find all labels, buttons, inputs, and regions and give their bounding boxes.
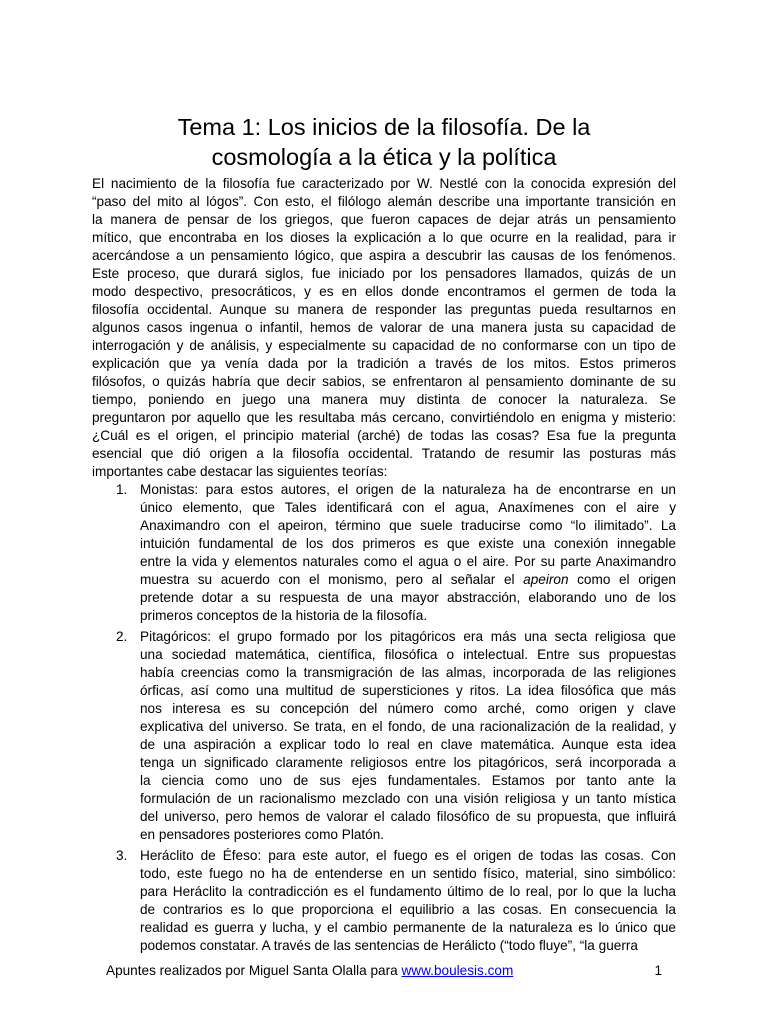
page-number: 1: [654, 963, 662, 978]
theory-text: [140, 481, 676, 625]
theory-line: de contrarios es lo que proporciona el equilibrio a las cosas. En consecuencia la: [140, 902, 676, 917]
theory-item: [92, 628, 676, 844]
intro-line: Este proceso, que durará siglos, fue iniciado por los pensadores llamados, quizás de un: [92, 266, 676, 281]
theory-line: podemos constatar. A través de las sentencias de Herálicto (“todo fluye”, “la guerra: [140, 938, 638, 953]
theory-line: explicativa del universo. Se trata, en el fondo, de una racionalización de la realidad, y: [140, 719, 676, 734]
theory-line: único elemento, que Tales identificará con el agua, Anaxímenes con el aire y: [140, 500, 676, 515]
theory-line: una sociedad matemática, científica, filosófica o intelectual. Entre sus propuestas: [140, 647, 676, 662]
theory-text: [140, 628, 676, 844]
theory-line: órficas, así como una multitud de supersticiones y ritos. La idea filosófica que más: [140, 683, 676, 698]
intro-line: tiempo, poniendo en juego una manera muy distinta de conocer la naturaleza. Se: [92, 392, 676, 407]
intro-line: ¿Cuál es el origen, el principio material (arché) de todas las cosas? Esa fue la pregunta: [92, 428, 676, 443]
intro-paragraph: [92, 175, 676, 481]
theory-line: Anaximandro con el apeiron, término que suele traducirse como “lo ilimitado”. La: [140, 518, 676, 533]
theory-line: para Heráclito la contradicción es el fundamento último de lo real, por lo que la lucha: [140, 884, 676, 899]
intro-line: interrogación y de análisis, y especialmente su capacidad de no conformarse con un tipo de: [92, 338, 676, 353]
intro-line: esencial que dió origen a la filosofía occidental. Tratando de resumir las posturas más: [92, 446, 676, 461]
theory-line: realidad es guerra y lucha, y el cambio permanente de la naturaleza es lo único que: [140, 920, 676, 935]
intro-line: filosofía occidental. Aunque su manera de responder las preguntas pueda resultarnos en: [92, 302, 676, 317]
document-body: [92, 175, 676, 958]
theory-line: la ciencia como uno de sus ejes fundamentales. Estamos por tanto ante la: [140, 773, 676, 788]
intro-line: importantes cabe destacar las siguientes teorías:: [92, 464, 388, 479]
theory-line: Heráclito de Éfeso: para este autor, el fuego es el origen de todas las cosas. Con: [140, 848, 676, 863]
theory-line: Pitagóricos: el grupo formado por los pitagóricos era más una secta religiosa que: [140, 629, 676, 644]
theory-line: entre la vida y elementos naturales como el agua o el aire. Por su parte Anaximandro: [140, 554, 676, 569]
theory-item: [92, 847, 676, 955]
title-line-1: Tema 1: Los inicios de la filosofía. De la: [177, 114, 591, 140]
theory-line: del universo, pero hemos de valorar el calado filosófico de su propuesta, que influirá: [140, 809, 676, 824]
theories-list: [92, 481, 676, 955]
theory-number: 2.: [116, 629, 128, 644]
intro-line: preguntaron por aquello que les resultaba más cercano, convirtiéndolo en enigma y misterio:: [92, 410, 676, 425]
theory-number: 3.: [116, 848, 128, 863]
theory-line: intuición fundamental de los dos primeros es que existe una conexión innegable: [140, 536, 676, 551]
title-line-2: cosmología a la ética y la política: [211, 144, 557, 170]
footer-link[interactable]: www.boulesis.com: [401, 963, 514, 978]
document-title: [92, 112, 676, 172]
intro-line: modo despectivo, presocráticos, y es en ellos donde encontramos el germen de toda la: [92, 284, 676, 299]
intro-line: “paso del mito al lógos”. Con esto, el filólogo alemán describe una importante transición en: [92, 194, 676, 209]
intro-line: filósofos, o quizás habría que decir sabios, se enfrentaron al pensamiento dominante de su: [92, 374, 676, 389]
theory-line: primeros conceptos de la historia de la filosofía.: [140, 608, 428, 623]
theory-line: formulación de un racionalismo mezclado con una visión religiosa y un tanto mística: [140, 791, 676, 806]
theory-line: nos interesa es su concepción del número como arché, como origen y clave: [140, 701, 676, 716]
intro-line: El nacimiento de la filosofía fue caracterizado por W. Nestlé con la conocida expresión del: [92, 176, 676, 191]
intro-line: la manera de pensar de los griegos, que fueron capaces de dejar atrás un pensamiento: [92, 212, 676, 227]
intro-line: explicación que ya venía dada por la tradición a través de los mitos. Estos primeros: [92, 356, 676, 371]
footer-credit: [106, 962, 513, 980]
intro-line: acercándose a un pensamiento lógico, que aspira a descubrir las causas de los fenómenos.: [92, 248, 676, 263]
intro-line: algunos casos ingenua o infantil, hemos de valorar de una manera justa su capacidad de: [92, 320, 676, 335]
theory-line: en pensadores posteriores como Platón.: [140, 827, 385, 842]
theory-line: había creencias como la transmigración de las almas, incorporada de las religiones: [140, 665, 676, 680]
theory-number: 1.: [116, 482, 128, 497]
theory-text: [140, 847, 676, 955]
theory-line: tenga un significado claramente religiosos entre los pitagóricos, será incorporada a: [140, 755, 676, 770]
theory-line: muestra su acuerdo con el monismo, pero al señalar el apeiron como el origen: [140, 572, 676, 587]
footer-credit-text: Apuntes realizados por Miguel Santa Olalla para: [106, 963, 402, 978]
theory-line: de una aspiración a explicar todo lo real en clave matemática. Aunque esta idea: [140, 737, 676, 752]
theory-line: todo, este fuego no ha de entenderse en un sentido físico, material, sino simbólico:: [140, 866, 676, 881]
intro-line: mítico, que encontraba en los dioses la explicación a lo que ocurre en la realidad, para ir: [92, 230, 676, 245]
theory-line: Monistas: para estos autores, el origen de la naturaleza ha de encontrarse en un: [140, 482, 676, 497]
theory-item: [92, 481, 676, 625]
theory-line: pretende dotar a su respuesta de una mayor abstracción, elaborando uno de los: [140, 590, 676, 605]
